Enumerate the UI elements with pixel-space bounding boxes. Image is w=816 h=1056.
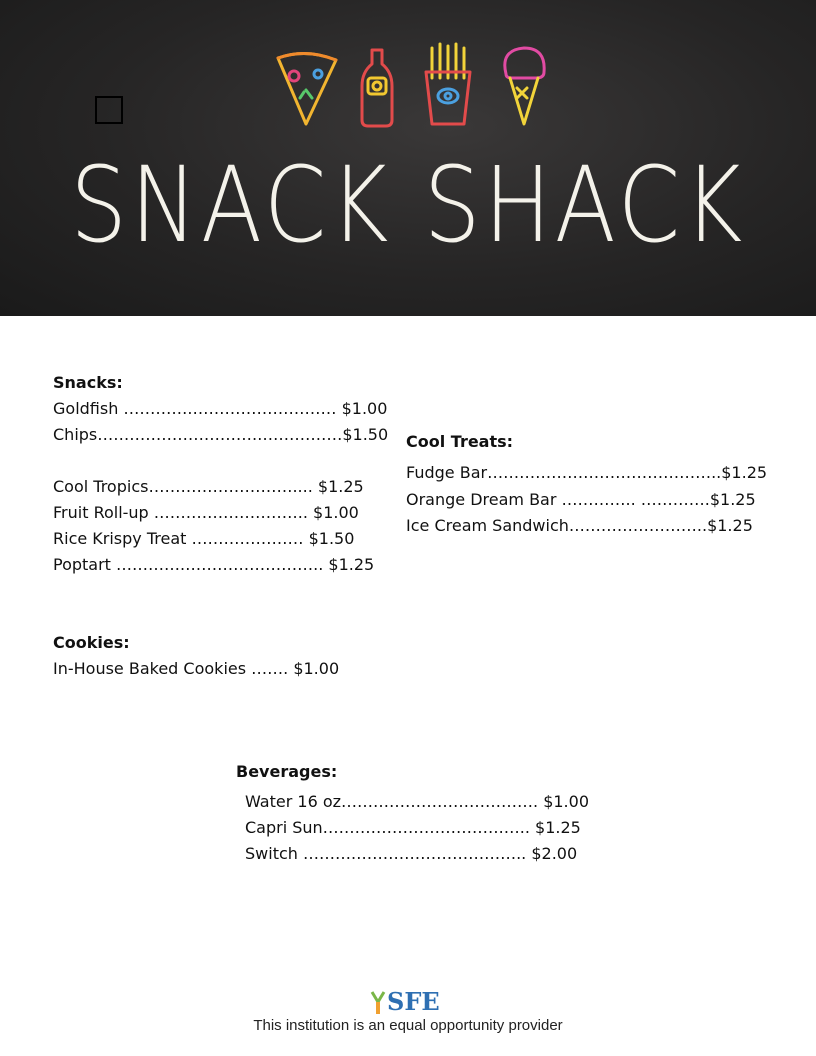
beverage-item-capri-sun: Capri Sun…………………………….….. $1.25: [245, 818, 581, 837]
beverage-item-water: Water 16 oz………………………………. $1.00: [245, 792, 589, 811]
snack-item-chips: Chips………………………….……………$1.50: [53, 425, 389, 444]
sfe-logo-text: SFE: [387, 987, 440, 1016]
checkbox[interactable]: [95, 96, 123, 124]
snack-item-fruit-roll-up: Fruit Roll-up ……………………….. $1.00: [53, 503, 359, 522]
treat-item-fudge-bar: Fudge Bar……………………………………..$1.25: [406, 463, 768, 482]
snack-icons: [270, 38, 570, 130]
pizza-icon: [278, 53, 336, 124]
fries-icon: [426, 44, 470, 124]
treat-item-ice-cream-sandwich: Ice Cream Sandwich……………………..$1.25: [406, 516, 753, 535]
snack-item-rice-krispy-treat: Rice Krispy Treat ………………… $1.50: [53, 529, 355, 548]
beverages-heading: Beverages:: [236, 762, 338, 781]
snack-item-cool-tropics: Cool Tropics……………………….... $1.25: [53, 477, 364, 496]
ice-cream-cone-icon: [505, 48, 544, 124]
beverage-item-switch: Switch ……….………………………….. $2.00: [245, 844, 578, 863]
snack-item-goldfish: Goldfish ………….……………………… $1.00: [53, 399, 388, 418]
cookie-item-in-house: In-House Baked Cookies ……. $1.00: [53, 659, 340, 678]
equal-opportunity-tagline: This institution is an equal opportunity provider: [253, 1017, 563, 1034]
cookies-heading: Cookies:: [53, 633, 130, 652]
snacks-heading: Snacks:: [53, 373, 123, 392]
banner-title: SNACK SHACK: [70, 144, 746, 266]
snack-item-poptart: Poptart ………….…………………….. $1.25: [53, 555, 375, 574]
soda-bottle-icon: [362, 50, 392, 126]
cool-treats-heading: Cool Treats:: [406, 432, 514, 451]
treat-item-orange-dream-bar: Orange Dream Bar ………….. ………….$1.25: [406, 490, 756, 509]
header-banner: [0, 0, 816, 316]
